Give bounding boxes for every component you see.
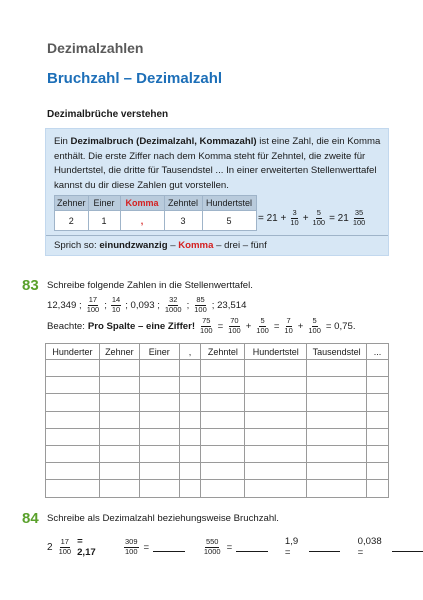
grid-cell[interactable]: [245, 377, 307, 394]
denominator: 100: [308, 325, 321, 335]
plus: +: [297, 320, 304, 332]
hint-rule: Pro Spalte – eine Ziffer!: [87, 320, 196, 332]
grid-cell[interactable]: [139, 360, 179, 377]
fraction: [203, 538, 222, 556]
denominator: 1000: [203, 546, 221, 556]
grid-cell[interactable]: [245, 411, 307, 428]
grid-row: [46, 360, 389, 377]
grid-cell[interactable]: [245, 428, 307, 445]
grid-cell[interactable]: [201, 360, 245, 377]
grid-row: [46, 463, 389, 480]
grid-row: [46, 480, 389, 497]
number-value: ; 0,093 ;: [125, 299, 160, 311]
numerator: 550: [205, 537, 219, 546]
numerator: 75: [202, 316, 211, 325]
grid-cell[interactable]: [367, 463, 389, 480]
grid-header: Einer: [139, 344, 179, 360]
denominator: 1000: [164, 304, 182, 314]
denominator: 100: [228, 325, 241, 335]
grid-cell[interactable]: [46, 360, 100, 377]
grid-cell[interactable]: [179, 411, 201, 428]
hint-label: Beachte:: [47, 320, 85, 332]
grid-header: Hunderter: [46, 344, 100, 360]
fraction: [111, 296, 121, 314]
grid-cell[interactable]: [179, 394, 201, 411]
grid-cell[interactable]: [139, 411, 179, 428]
fraction: [312, 209, 327, 227]
header-zehner: Zehner: [55, 196, 89, 211]
header-hundertstel: Hundertstel: [202, 196, 256, 211]
value-einer: 1: [88, 211, 120, 231]
numerator: 5: [260, 316, 265, 325]
numerator: 17: [88, 295, 98, 304]
grid-cell[interactable]: [307, 428, 367, 445]
result: = 0,75.: [325, 320, 356, 332]
grid-cell[interactable]: [99, 480, 139, 497]
grid-cell[interactable]: [99, 463, 139, 480]
answer-blank[interactable]: [153, 543, 184, 552]
sprich-label: Sprich so:: [54, 240, 100, 251]
fraction: [124, 538, 139, 556]
grid-cell[interactable]: [99, 411, 139, 428]
grid-cell[interactable]: [201, 394, 245, 411]
grid-cell[interactable]: [367, 428, 389, 445]
grid-cell[interactable]: [46, 377, 100, 394]
numerator: 309: [125, 537, 138, 546]
sprich-word: einundzwanzig: [99, 240, 168, 251]
info-paragraph: [54, 135, 384, 193]
fraction: [199, 317, 214, 335]
fraction: [164, 296, 183, 314]
grid-header: Zehner: [99, 344, 139, 360]
grid-row: [46, 428, 389, 445]
info-box: [45, 128, 389, 256]
grid-cell[interactable]: [367, 377, 389, 394]
grid-cell[interactable]: [179, 377, 201, 394]
fraction: [289, 209, 299, 227]
example-place-value-table: [54, 195, 257, 231]
numerator: 5: [312, 316, 317, 325]
grid-cell[interactable]: [201, 428, 245, 445]
numerator: 14: [111, 295, 121, 304]
separator: ;: [186, 299, 190, 311]
task-83-numbers: [47, 296, 246, 314]
equals: =: [143, 541, 150, 553]
numerator: 70: [230, 316, 239, 325]
task-83-instruction: Schreibe folgende Zahlen in die Stellenwerttafel.: [47, 280, 253, 291]
fraction: [307, 317, 322, 335]
numerator: 5: [316, 208, 321, 217]
section-title: Dezimalzahlen: [47, 40, 144, 56]
grid-cell[interactable]: [99, 428, 139, 445]
grid-cell[interactable]: [46, 445, 100, 462]
header-komma: Komma: [120, 196, 164, 211]
info-term: Dezimalbruch (Dezimalzahl, Kommazahl): [70, 136, 257, 147]
grid-cell[interactable]: [201, 411, 245, 428]
grid-cell[interactable]: [307, 394, 367, 411]
sprich-dash: –: [167, 240, 179, 251]
grid-cell[interactable]: [99, 445, 139, 462]
grid-cell[interactable]: [179, 428, 201, 445]
whole-number: 2: [47, 541, 53, 553]
place-value-grid: [45, 343, 389, 498]
answer-blank[interactable]: [236, 543, 267, 552]
task-84-instruction: Schreibe als Dezimalzahl beziehungsweise Bruchzahl.: [47, 513, 279, 524]
grid-cell[interactable]: [367, 360, 389, 377]
denominator: 100: [200, 325, 213, 335]
numerator: 32: [169, 295, 178, 304]
denominator: 10: [111, 304, 121, 314]
grid-cell[interactable]: [139, 463, 179, 480]
grid-cell[interactable]: [46, 463, 100, 480]
grid-cell[interactable]: [46, 411, 100, 428]
numerator: 85: [196, 295, 205, 304]
info-text-part: Ein: [54, 136, 71, 147]
sprich-rest: – drei – fünf: [213, 240, 267, 251]
grid-cell[interactable]: [201, 445, 245, 462]
grid-cell[interactable]: [179, 445, 201, 462]
denominator: 100: [256, 325, 269, 335]
grid-header: Hundertstel: [245, 344, 307, 360]
eq-plus: +: [302, 212, 309, 224]
eq-text: = 21 +: [258, 212, 287, 224]
grid-row: [46, 377, 389, 394]
number-value: 12,349 ;: [47, 299, 82, 311]
grid-header: ...: [367, 344, 389, 360]
fraction: [58, 538, 73, 556]
grid-header: Zehntel: [201, 344, 245, 360]
denominator: 100: [312, 217, 326, 227]
grid-cell[interactable]: [367, 394, 389, 411]
grid-cell[interactable]: [245, 360, 307, 377]
grid-cell[interactable]: [201, 377, 245, 394]
grid-row: [46, 394, 389, 411]
grid-cell[interactable]: [139, 480, 179, 497]
value-komma: ,: [120, 211, 164, 231]
grid-cell[interactable]: [307, 411, 367, 428]
grid-cell[interactable]: [46, 428, 100, 445]
grid-cell[interactable]: [99, 377, 139, 394]
grid-cell[interactable]: [99, 360, 139, 377]
fraction: [255, 317, 270, 335]
numerator: 35: [354, 208, 364, 217]
grid-row: [46, 411, 389, 428]
numerator: 17: [60, 537, 69, 546]
denominator: 100: [58, 546, 72, 556]
grid-cell[interactable]: [179, 463, 201, 480]
answer-blank[interactable]: [309, 543, 340, 552]
grid-header: ,: [179, 344, 201, 360]
grid-cell[interactable]: [179, 360, 201, 377]
equals: =: [273, 320, 280, 332]
grid-cell[interactable]: [307, 480, 367, 497]
grid-cell[interactable]: [367, 445, 389, 462]
denominator: 100: [125, 546, 138, 556]
value-hundertstel: 5: [202, 211, 256, 231]
fraction: [283, 317, 293, 335]
info-text-part: ist eine Zahl, die ein Komma enthält. Die erste Ziffer nach dem Komma steht für Zehntel, die zweite für Hundertstel, die dritte für Tausendstel ... In einer erweiterten Stellenwerttafel kannst du dir diese Zahlen gut vorstellen.: [54, 136, 381, 191]
example-equation: [258, 209, 367, 227]
denominator: 10: [290, 217, 299, 227]
grid-cell[interactable]: [139, 394, 179, 411]
plus: +: [245, 320, 252, 332]
grid-cell[interactable]: [201, 463, 245, 480]
sprich-komma: Komma: [178, 240, 214, 251]
grid-cell[interactable]: [307, 377, 367, 394]
grid-cell[interactable]: [367, 411, 389, 428]
denominator: 100: [194, 304, 207, 314]
fraction: [86, 296, 101, 314]
grid-row: [46, 445, 389, 462]
numerator: 7: [286, 316, 291, 325]
sub-title: Dezimalbrüche verstehen: [47, 109, 169, 120]
grid-cell[interactable]: [139, 445, 179, 462]
grid-cell[interactable]: [46, 394, 100, 411]
main-title: Bruchzahl – Dezimalzahl: [47, 70, 223, 87]
grid-header: Tausendstel: [307, 344, 367, 360]
decimal-value: 1,9 =: [284, 536, 299, 558]
answer-blank[interactable]: [392, 543, 423, 552]
eq-text: = 21: [329, 212, 349, 224]
task-number-83: 83: [22, 277, 39, 294]
grid-cell[interactable]: [307, 360, 367, 377]
grid-cell[interactable]: [139, 428, 179, 445]
value-zehner: 2: [55, 211, 89, 231]
grid-cell[interactable]: [307, 445, 367, 462]
numerator: 3: [292, 208, 297, 217]
denominator: 10: [284, 325, 293, 335]
fraction: [352, 209, 367, 227]
grid-cell[interactable]: [99, 394, 139, 411]
grid-cell[interactable]: [245, 445, 307, 462]
grid-cell[interactable]: [139, 377, 179, 394]
grid-cell[interactable]: [245, 463, 307, 480]
denominator: 100: [352, 217, 366, 227]
equals: =: [217, 320, 224, 332]
grid-cell[interactable]: [201, 480, 245, 497]
grid-cell[interactable]: [307, 463, 367, 480]
grid-cell[interactable]: [245, 480, 307, 497]
separator: ;: [104, 299, 107, 311]
task-84-exercises: [47, 536, 423, 558]
grid-cell[interactable]: [179, 480, 201, 497]
fraction: [193, 296, 208, 314]
grid-cell[interactable]: [367, 480, 389, 497]
fraction: [227, 317, 242, 335]
equals: =: [226, 541, 233, 553]
denominator: 100: [86, 304, 100, 314]
task-number-84: 84: [22, 510, 39, 527]
grid-cell[interactable]: [245, 394, 307, 411]
decimal-value: 0,038 =: [357, 536, 382, 558]
header-einer: Einer: [88, 196, 120, 211]
number-value: ; 23,514: [211, 299, 247, 311]
header-zehntel: Zehntel: [164, 196, 202, 211]
value-zehntel: 3: [164, 211, 202, 231]
example-answer: = 2,17: [77, 536, 96, 558]
grid-cell[interactable]: [46, 480, 100, 497]
pronunciation-line: [46, 235, 388, 256]
task-83-hint: [47, 317, 356, 335]
